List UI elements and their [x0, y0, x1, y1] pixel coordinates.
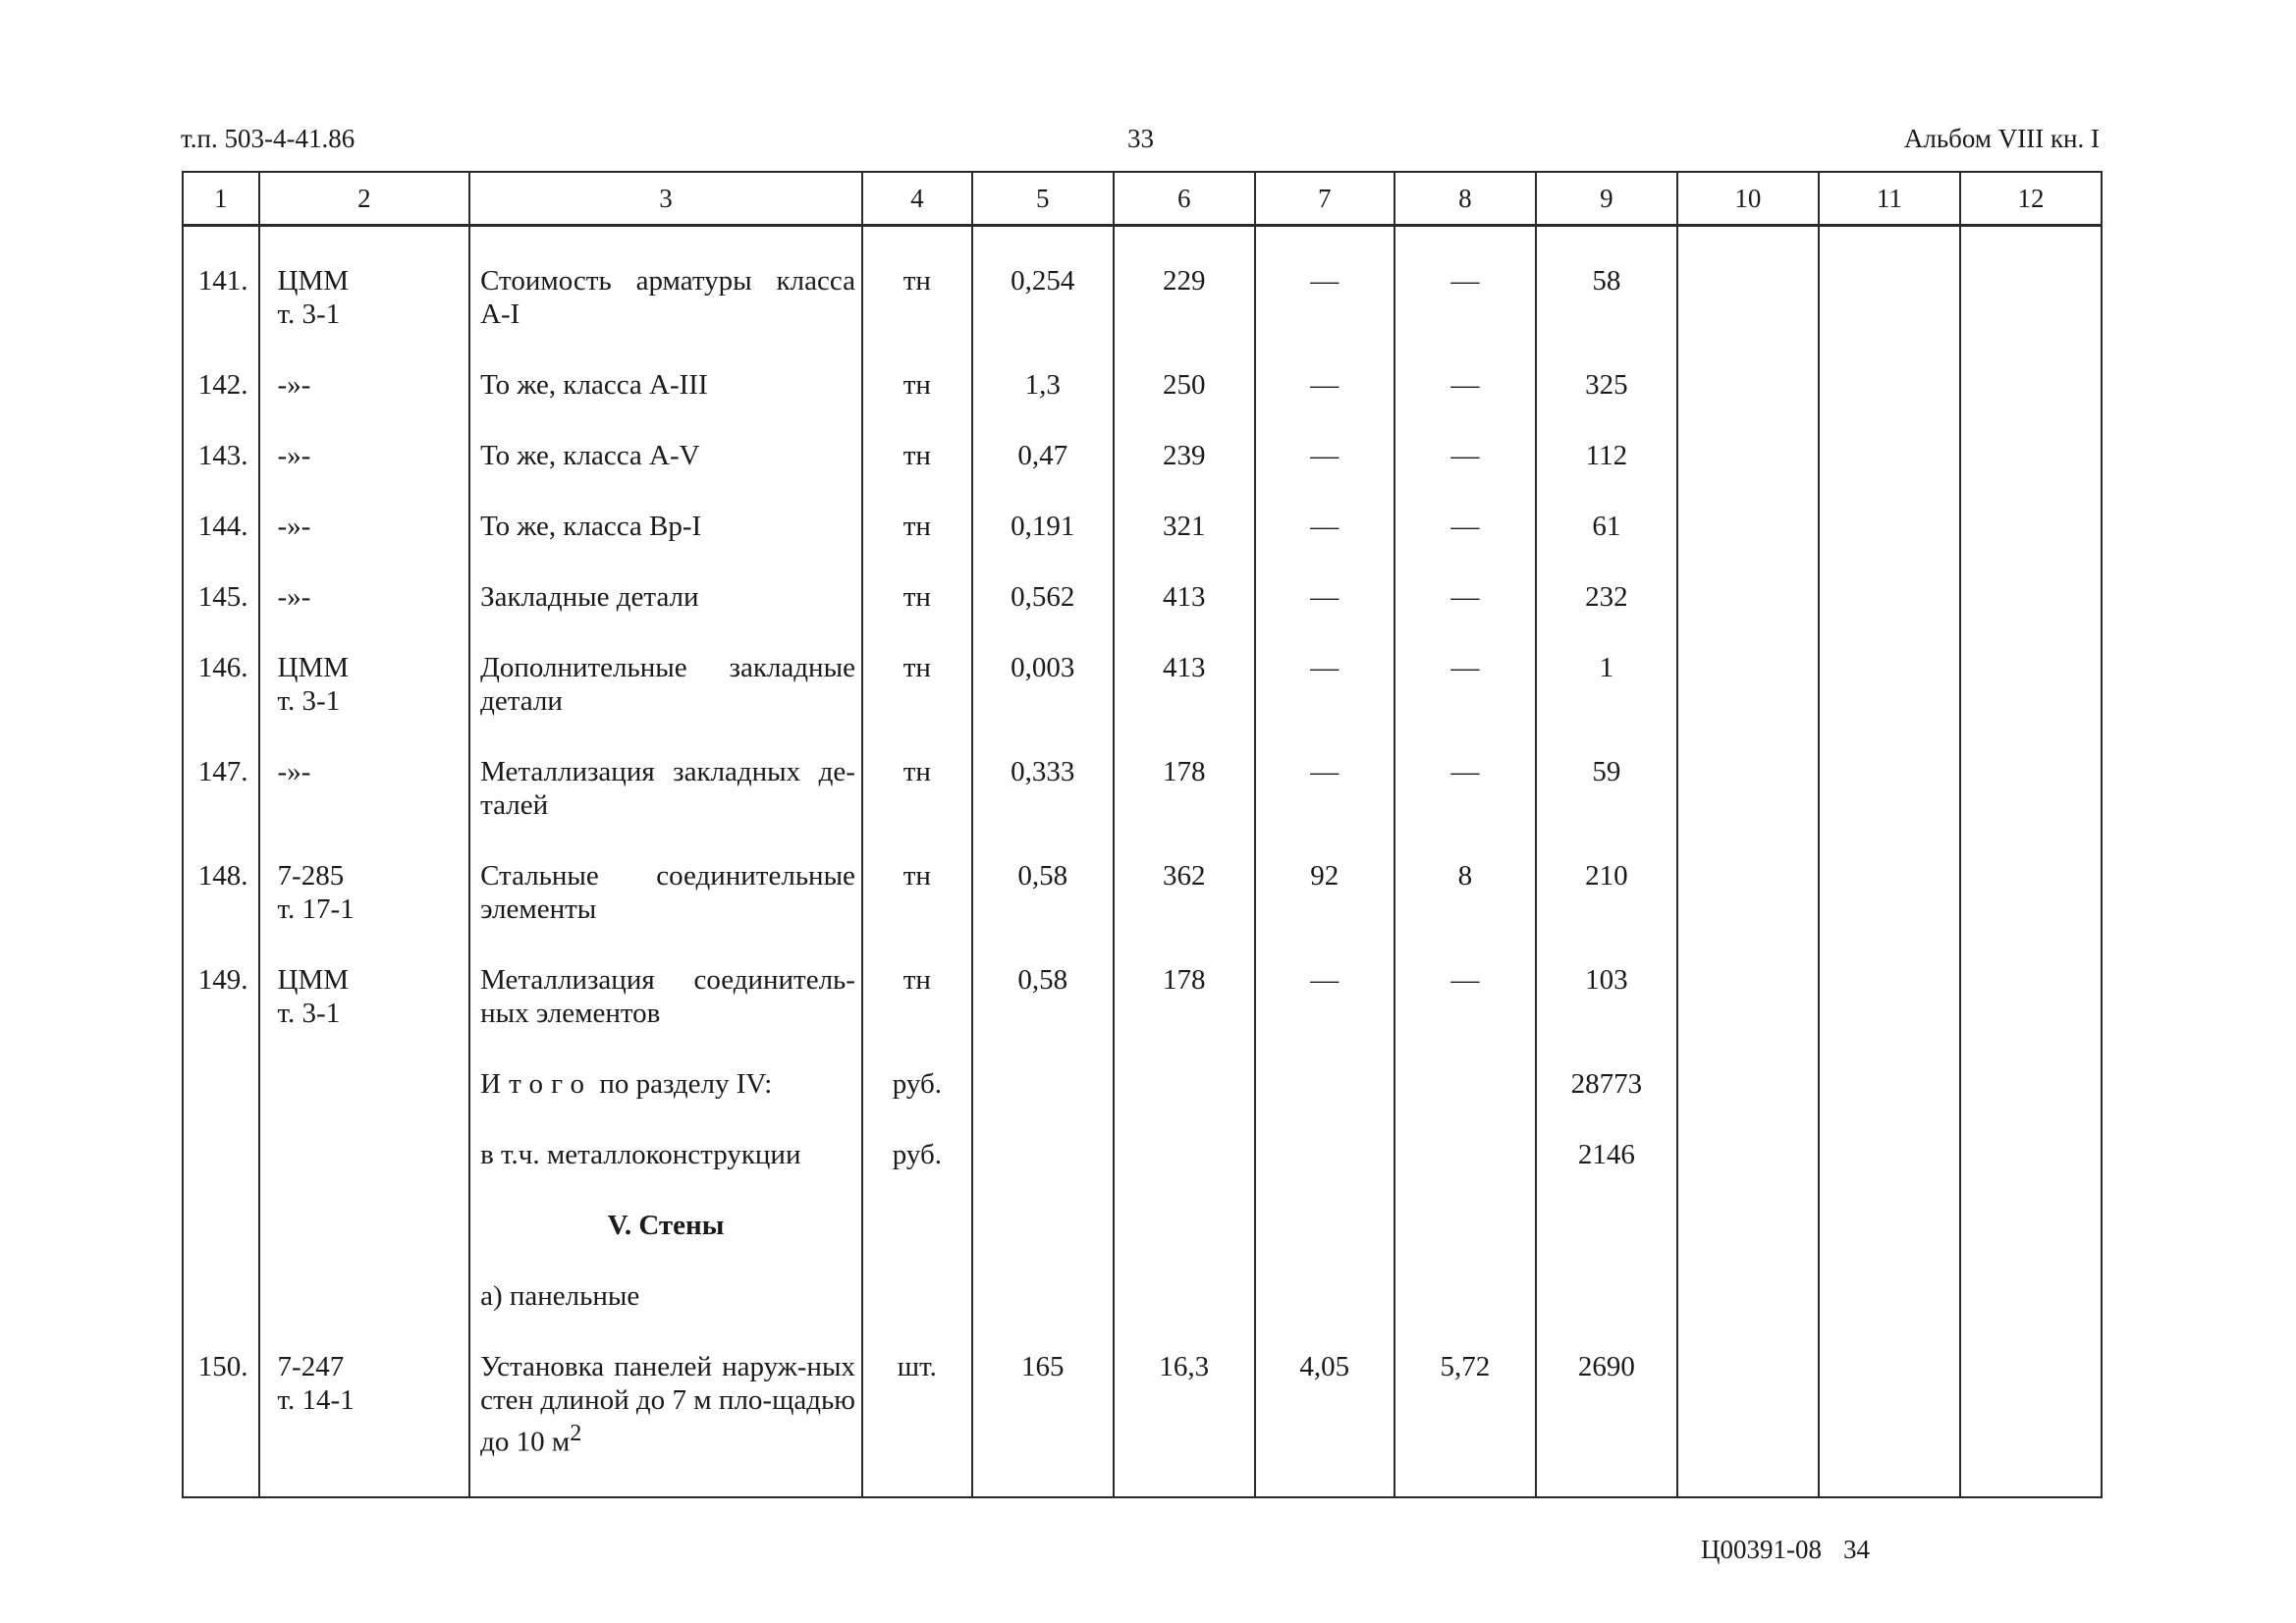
- empty-cell: [183, 1261, 259, 1331]
- row-description: То же, класса А-V: [469, 420, 862, 491]
- total-unit: руб.: [862, 1049, 972, 1119]
- footer-page: 34: [1843, 1535, 1870, 1564]
- row-col10: [1677, 491, 1819, 562]
- row-col8: —: [1394, 632, 1536, 736]
- source-line: т. 14-1: [277, 1384, 355, 1416]
- table-row: [183, 1331, 2102, 1497]
- row-unit: тн: [862, 562, 972, 632]
- row-col8: —: [1394, 562, 1536, 632]
- table-row: [183, 350, 2102, 420]
- empty-cell: [1819, 1119, 1960, 1190]
- row-col12: [1960, 562, 2102, 632]
- row-number: 148.: [183, 840, 259, 945]
- row-col5: 165: [972, 1331, 1114, 1497]
- row-col6: 178: [1114, 945, 1255, 1049]
- source-line: -»-: [277, 581, 311, 613]
- row-col9: 232: [1536, 562, 1677, 632]
- source-line: ЦММ: [277, 964, 350, 996]
- column-header: 10: [1677, 172, 1819, 226]
- row-col6: 321: [1114, 491, 1255, 562]
- section-title: V. Стены: [469, 1190, 862, 1261]
- row-col11: [1819, 226, 1960, 351]
- empty-cell: [1114, 1190, 1255, 1261]
- empty-cell: [1255, 1049, 1394, 1119]
- row-unit: тн: [862, 840, 972, 945]
- empty-cell: [1114, 1049, 1255, 1119]
- row-unit: тн: [862, 945, 972, 1049]
- row-col6: 413: [1114, 632, 1255, 736]
- row-col9: 210: [1536, 840, 1677, 945]
- section-row: [183, 1190, 2102, 1261]
- column-header: 2: [259, 172, 470, 226]
- row-col8: —: [1394, 491, 1536, 562]
- source-line: -»-: [277, 756, 311, 787]
- header-page-number: 33: [1127, 124, 1154, 153]
- table-row: [183, 226, 2102, 351]
- empty-cell: [1255, 1261, 1394, 1331]
- source-line: т. 3-1: [277, 998, 341, 1029]
- row-col9: 2690: [1536, 1331, 1677, 1497]
- row-col5: 0,58: [972, 840, 1114, 945]
- row-col7: —: [1255, 562, 1394, 632]
- empty-cell: [1960, 1049, 2102, 1119]
- row-description-text: Установка панелей наруж-ных стен длиной до 7 м пло-щадью до 10 м: [480, 1351, 855, 1458]
- column-header: 3: [469, 172, 862, 226]
- empty-cell: [1677, 1190, 1819, 1261]
- row-col12: [1960, 736, 2102, 840]
- table-row: [183, 420, 2102, 491]
- row-description: Закладные детали: [469, 562, 862, 632]
- row-col7: —: [1255, 420, 1394, 491]
- row-col11: [1819, 840, 1960, 945]
- row-col10: [1677, 1331, 1819, 1497]
- row-col6: 239: [1114, 420, 1255, 491]
- empty-cell: [1394, 1049, 1536, 1119]
- empty-cell: [1677, 1261, 1819, 1331]
- table-row: [183, 736, 2102, 840]
- footer-code: Ц00391-08: [1701, 1535, 1822, 1564]
- row-col8: —: [1394, 736, 1536, 840]
- row-number: 149.: [183, 945, 259, 1049]
- empty-cell: [259, 1261, 470, 1331]
- row-number: 145.: [183, 562, 259, 632]
- subsection-row: [183, 1261, 2102, 1331]
- metal-label: в т.ч. металлоконструкции: [469, 1119, 862, 1190]
- row-col9: 325: [1536, 350, 1677, 420]
- total-value: 28773: [1536, 1049, 1677, 1119]
- empty-cell: [1960, 1190, 2102, 1261]
- superscript: 2: [570, 1420, 582, 1446]
- row-col12: [1960, 840, 2102, 945]
- row-col6: 178: [1114, 736, 1255, 840]
- row-description: Металлизация закладных де-талей: [469, 736, 862, 840]
- row-col8: —: [1394, 945, 1536, 1049]
- row-col10: [1677, 350, 1819, 420]
- empty-cell: [1677, 1119, 1819, 1190]
- row-source: [259, 420, 470, 491]
- empty-cell: [259, 1190, 470, 1261]
- row-col5: 1,3: [972, 350, 1114, 420]
- column-header: 1: [183, 172, 259, 226]
- row-col12: [1960, 491, 2102, 562]
- empty-cell: [972, 1261, 1114, 1331]
- empty-cell: [1536, 1261, 1677, 1331]
- row-col9: 112: [1536, 420, 1677, 491]
- empty-cell: [259, 1119, 470, 1190]
- row-col12: [1960, 226, 2102, 351]
- row-col11: [1819, 420, 1960, 491]
- column-number-row: [183, 172, 2102, 226]
- empty-cell: [972, 1190, 1114, 1261]
- row-unit: шт.: [862, 1331, 972, 1497]
- row-col7: —: [1255, 491, 1394, 562]
- row-source: [259, 1331, 470, 1497]
- source-line: т. 3-1: [277, 685, 341, 717]
- row-col8: —: [1394, 420, 1536, 491]
- estimate-table: [182, 171, 2103, 1498]
- row-col11: [1819, 736, 1960, 840]
- table-row: [183, 632, 2102, 736]
- source-line: т. 17-1: [277, 893, 355, 925]
- empty-cell: [1960, 1119, 2102, 1190]
- row-col5: 0,254: [972, 226, 1114, 351]
- row-col7: 92: [1255, 840, 1394, 945]
- table-row: [183, 562, 2102, 632]
- source-line: -»-: [277, 440, 311, 471]
- row-col12: [1960, 420, 2102, 491]
- source-line: 7-247: [277, 1351, 345, 1382]
- row-unit: тн: [862, 420, 972, 491]
- row-col10: [1677, 562, 1819, 632]
- column-header: 9: [1536, 172, 1677, 226]
- metal-value: 2146: [1536, 1119, 1677, 1190]
- row-col8: —: [1394, 226, 1536, 351]
- row-col5: 0,003: [972, 632, 1114, 736]
- row-col7: —: [1255, 226, 1394, 351]
- empty-cell: [862, 1190, 972, 1261]
- metal-row: [183, 1119, 2102, 1190]
- empty-cell: [1394, 1261, 1536, 1331]
- row-col12: [1960, 1331, 2102, 1497]
- row-col7: 4,05: [1255, 1331, 1394, 1497]
- table-row: [183, 840, 2102, 945]
- row-col6: 362: [1114, 840, 1255, 945]
- row-unit: тн: [862, 632, 972, 736]
- row-col6: 250: [1114, 350, 1255, 420]
- empty-cell: [1819, 1190, 1960, 1261]
- row-col10: [1677, 226, 1819, 351]
- empty-cell: [1819, 1261, 1960, 1331]
- row-col11: [1819, 1331, 1960, 1497]
- row-col10: [1677, 945, 1819, 1049]
- row-col9: 103: [1536, 945, 1677, 1049]
- row-description: То же, класса Вр-I: [469, 491, 862, 562]
- row-col11: [1819, 350, 1960, 420]
- table-row: [183, 491, 2102, 562]
- total-label: [469, 1049, 862, 1119]
- subsection-title: а) панельные: [469, 1261, 862, 1331]
- row-col11: [1819, 562, 1960, 632]
- row-col9: 1: [1536, 632, 1677, 736]
- source-line: т. 3-1: [277, 298, 341, 330]
- row-number: 142.: [183, 350, 259, 420]
- empty-cell: [1114, 1119, 1255, 1190]
- row-description: [469, 1331, 862, 1497]
- column-header: 6: [1114, 172, 1255, 226]
- row-col5: 0,47: [972, 420, 1114, 491]
- metal-unit: руб.: [862, 1119, 972, 1190]
- source-line: 7-285: [277, 860, 345, 892]
- total-row: [183, 1049, 2102, 1119]
- table-row: [183, 945, 2102, 1049]
- column-header: 8: [1394, 172, 1536, 226]
- row-col5: 0,191: [972, 491, 1114, 562]
- row-col11: [1819, 632, 1960, 736]
- row-col10: [1677, 420, 1819, 491]
- total-label-spaced: Итого: [480, 1068, 593, 1100]
- row-col12: [1960, 350, 2102, 420]
- empty-cell: [183, 1119, 259, 1190]
- row-description: Стальные соединительные элементы: [469, 840, 862, 945]
- empty-cell: [259, 1049, 470, 1119]
- row-source: [259, 840, 470, 945]
- row-col6: 413: [1114, 562, 1255, 632]
- empty-cell: [972, 1119, 1114, 1190]
- column-header: 4: [862, 172, 972, 226]
- row-col5: 0,562: [972, 562, 1114, 632]
- row-col9: 58: [1536, 226, 1677, 351]
- row-col10: [1677, 840, 1819, 945]
- row-col5: 0,58: [972, 945, 1114, 1049]
- row-source: [259, 736, 470, 840]
- row-col12: [1960, 945, 2102, 1049]
- empty-cell: [1394, 1119, 1536, 1190]
- empty-cell: [1114, 1261, 1255, 1331]
- row-col7: —: [1255, 945, 1394, 1049]
- row-col10: [1677, 632, 1819, 736]
- row-number: 144.: [183, 491, 259, 562]
- empty-cell: [1960, 1261, 2102, 1331]
- empty-cell: [972, 1049, 1114, 1119]
- row-number: 147.: [183, 736, 259, 840]
- row-col9: 59: [1536, 736, 1677, 840]
- row-unit: тн: [862, 736, 972, 840]
- row-source: [259, 562, 470, 632]
- footer: [1701, 1535, 1870, 1565]
- source-line: -»-: [277, 369, 311, 401]
- empty-cell: [1536, 1190, 1677, 1261]
- row-col12: [1960, 632, 2102, 736]
- empty-cell: [183, 1049, 259, 1119]
- row-description: Металлизация соединитель-ных элементов: [469, 945, 862, 1049]
- source-line: ЦММ: [277, 652, 350, 683]
- row-col10: [1677, 736, 1819, 840]
- row-col6: 229: [1114, 226, 1255, 351]
- source-line: -»-: [277, 511, 311, 542]
- row-source: [259, 350, 470, 420]
- row-number: 146.: [183, 632, 259, 736]
- header-album: Альбом VIII кн. I: [1903, 124, 2100, 153]
- row-unit: тн: [862, 350, 972, 420]
- row-col11: [1819, 491, 1960, 562]
- source-line: ЦММ: [277, 265, 350, 297]
- row-col11: [1819, 945, 1960, 1049]
- total-label-rest: по разделу IV:: [599, 1068, 773, 1100]
- column-header: 5: [972, 172, 1114, 226]
- row-unit: тн: [862, 491, 972, 562]
- row-description: Дополнительные закладные детали: [469, 632, 862, 736]
- row-col8: 5,72: [1394, 1331, 1536, 1497]
- row-col8: —: [1394, 350, 1536, 420]
- column-header: 12: [1960, 172, 2102, 226]
- row-col6: 16,3: [1114, 1331, 1255, 1497]
- row-description: Стоимость арматуры класса А-I: [469, 226, 862, 351]
- row-number: 143.: [183, 420, 259, 491]
- column-header: 7: [1255, 172, 1394, 226]
- empty-cell: [1677, 1049, 1819, 1119]
- row-unit: тн: [862, 226, 972, 351]
- empty-cell: [862, 1261, 972, 1331]
- row-source: [259, 945, 470, 1049]
- empty-cell: [1819, 1049, 1960, 1119]
- row-source: [259, 632, 470, 736]
- empty-cell: [1394, 1190, 1536, 1261]
- row-col7: —: [1255, 736, 1394, 840]
- row-number: 141.: [183, 226, 259, 351]
- empty-cell: [183, 1190, 259, 1261]
- row-col5: 0,333: [972, 736, 1114, 840]
- row-col7: —: [1255, 350, 1394, 420]
- row-source: [259, 226, 470, 351]
- column-header: 11: [1819, 172, 1960, 226]
- row-col9: 61: [1536, 491, 1677, 562]
- empty-cell: [1255, 1119, 1394, 1190]
- row-col7: —: [1255, 632, 1394, 736]
- empty-cell: [1255, 1190, 1394, 1261]
- row-description: То же, класса А-III: [469, 350, 862, 420]
- row-number: 150.: [183, 1331, 259, 1497]
- row-source: [259, 491, 470, 562]
- row-col8: 8: [1394, 840, 1536, 945]
- header-doc-number: т.п. 503-4-41.86: [181, 124, 355, 153]
